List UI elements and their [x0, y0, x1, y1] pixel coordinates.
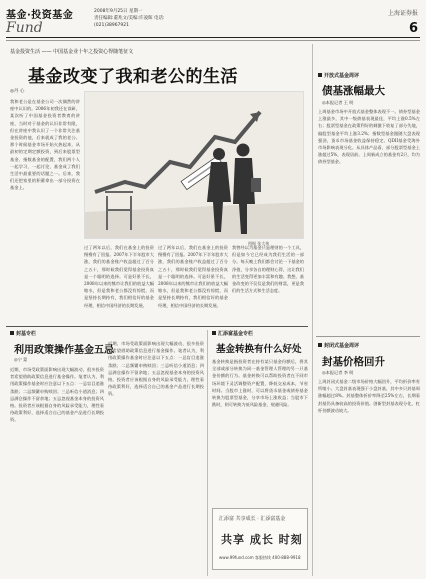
story-column-4: 我曾经以为基金只是理财的一个工具，但是如今它已经成为我们生活的一部分。每天晚上我们都会讨论一下基金的净值，分享各自的理财心得，这让我们的生活变得更加丰富和有趣。我想，基金改变的不仅仅是我们的财富，更是我们的生活方式和生活态度。	[232, 245, 304, 294]
story-byline: ◎丹 心	[10, 89, 25, 94]
story-column-3: 过了两年以后，我们在基金上的投资慢慢有了回报。2007年下半年股市大涨，我们的基金账户收益超过了百分之五十，那时候我们觉得基金投资真是一个聪明的选择。可是好景不长，2008年以来的熊市让我们的收益大幅缩水，但是我和老公都没有惊慌，而是坚持长期持有，我们相信好的基金经理，相信中国经济的长期发展。	[158, 245, 228, 308]
lower-left-col-1: 近期，市场受政策面影响出现大幅波动，很多投资者希望借助政策信息进行基金操作。笔者认为，利用政策操作基金时应注意以下五点：一忌盲目追涨杀跌；二忌频繁申购赎回；三忌听信小道消息；四忌满仓操作不留余地；五忌忽视基金本身的投资风格。投资者应该根据自身的风险承受能力，理性看待政策利好，选择适合自己的基金产品进行长期投资。	[10, 367, 104, 423]
masthead-divider	[6, 40, 420, 41]
right-divider	[316, 336, 420, 337]
section-subtitle: Fund	[6, 20, 43, 36]
lower-left-byline: ◎宁 蒙	[14, 357, 28, 362]
ad-footer: www.99fund.com 客服热线 400-888-9918	[219, 555, 301, 560]
story-column-1: 我和老公是在基金公司一次偶然的讲座中认识的。2006年初我还在读研，某次听了中国基金投资者教育的讲座，当时对于基金的认识非常有限，但在讲座中我认识了一个非常关注基金投资的他，后来就成了我的老公。那个时候基金市场开始火热起来，从最初的定期定额投资，到后来股票型基金、指数基金的配置，我们两个人一起学习，一起讨论，基金成了我们生活中最重要的话题之一。后来，我们还把家里的积蓄拿出一部分投资在基金上。	[10, 99, 80, 191]
issue-date: 2008年9月25日 星期一	[94, 9, 143, 14]
open-fund-byline: ◎本报记者 王 明	[322, 100, 354, 105]
closed-fund-byline: ◎本报记者 李 明	[322, 370, 354, 375]
lower-left-section-head: 封基专栏	[10, 330, 36, 337]
open-fund-text: 上周基金市场中开放式基金整体表现不一。债券型基金上涨最多，其中一级债基表现最佳，平均上涨0.5%左右；股票型基金在政策利好的刺激下收复了部分失地，偏股型基金平均上涨3.2%；指数型基金跟随大盘表现强劲，货币市场基金收益保持稳定。QDII基金受海外市场影响表现分化。从具体产品看，部分股票型基金上涨超过5%，表现居前。上周新成立的基金有2只，均为债券型基金。	[318, 109, 420, 165]
closed-fund-section-head: 封闭式基金周评	[318, 342, 359, 349]
page-number: 6	[408, 21, 418, 36]
closed-fund-text: 上周封闭式基金二级市场价格大幅回升，平均折价率有所缩小。大盘封基表现强于小盘封基，其中多只封基周涨幅超过8%。封基整体折价率降至25%左右，长期看封基仍具备较高的投资价值。创新型封基表现分化，杠杆份额波动较大。	[318, 379, 420, 413]
editor-line: 责任编辑:董兆文/美编:许凌晖 电话:	[94, 16, 165, 21]
lower-left-title: 利用政策操作基金五忌	[14, 345, 114, 356]
lower-left-col-2: 近期，市场受政策面影响出现大幅波动，很多投资者希望借助政策信息进行基金操作。笔者认为，利用政策操作基金时应注意以下五点：一忌盲目追涨杀跌；二忌频繁申购赎回；三忌听信小道消息；四忌满仓操作不留余地；五忌忽视基金本身的投资风格。投资者应该根据自身的风险承受能力，理性看待政策利好，选择适合自己的基金产品进行长期投资。	[108, 341, 204, 397]
advertisement[interactable]	[212, 508, 308, 570]
lower-right-title: 基金转换有什么好处	[216, 344, 302, 355]
story-headline: 基金改变了我和老公的生活	[28, 67, 238, 87]
newspaper-brand: 上海证券报	[387, 10, 418, 17]
closed-fund-title: 封基价格回升	[322, 356, 385, 368]
right-column-divider	[312, 44, 313, 576]
section-title: 基金·投资基金	[6, 10, 74, 21]
photo-credit: 图据 张大伟	[248, 241, 270, 246]
open-fund-section-head: 开放式基金周评	[318, 72, 359, 79]
phone-line: (021)38967921	[94, 23, 130, 28]
issue-meta	[94, 8, 314, 29]
ad-header: 汇添富 共享成长 · 汇添富基金	[219, 516, 286, 522]
lower-column-divider	[207, 330, 208, 576]
lower-divider	[6, 326, 308, 327]
story-kicker: 基金投资生活 —— 中国基金业十年之投资心得随笔征文	[10, 49, 134, 55]
lower-right-text: 基金转换是指投资者在持有某只基金份额后，将其全部或部分转换为同一基金管理人管理的另一只基金份额的行为。基金转换可以帮助投资者在不同市场环境下灵活调整资产配置，降低交易成本，节省时间。当股市上涨时，可以将货币基金或债券基金转换为股票型基金，分享市场上涨收益；当股市下跌时，则可转换为低风险基金，规避风险。	[212, 359, 308, 408]
masthead	[6, 4, 420, 38]
story-column-2: 过了两年以后，我们在基金上的投资慢慢有了回报。2007年下半年股市大涨，我们的基金账户收益超过了百分之五十，那时候我们觉得基金投资真是一个聪明的选择。可是好景不长，2008年以来的熊市让我们的收益大幅缩水，但是我和老公都没有惊慌，而是坚持长期持有，我们相信好的基金经理，相信中国经济的长期发展。	[84, 245, 154, 308]
lower-right-section-head: 汇添富基金专栏	[212, 330, 253, 337]
open-fund-title: 债基涨幅最大	[322, 85, 385, 97]
ad-slogan: 共享 成长 时刻	[221, 533, 303, 546]
story-illustration	[84, 91, 304, 239]
